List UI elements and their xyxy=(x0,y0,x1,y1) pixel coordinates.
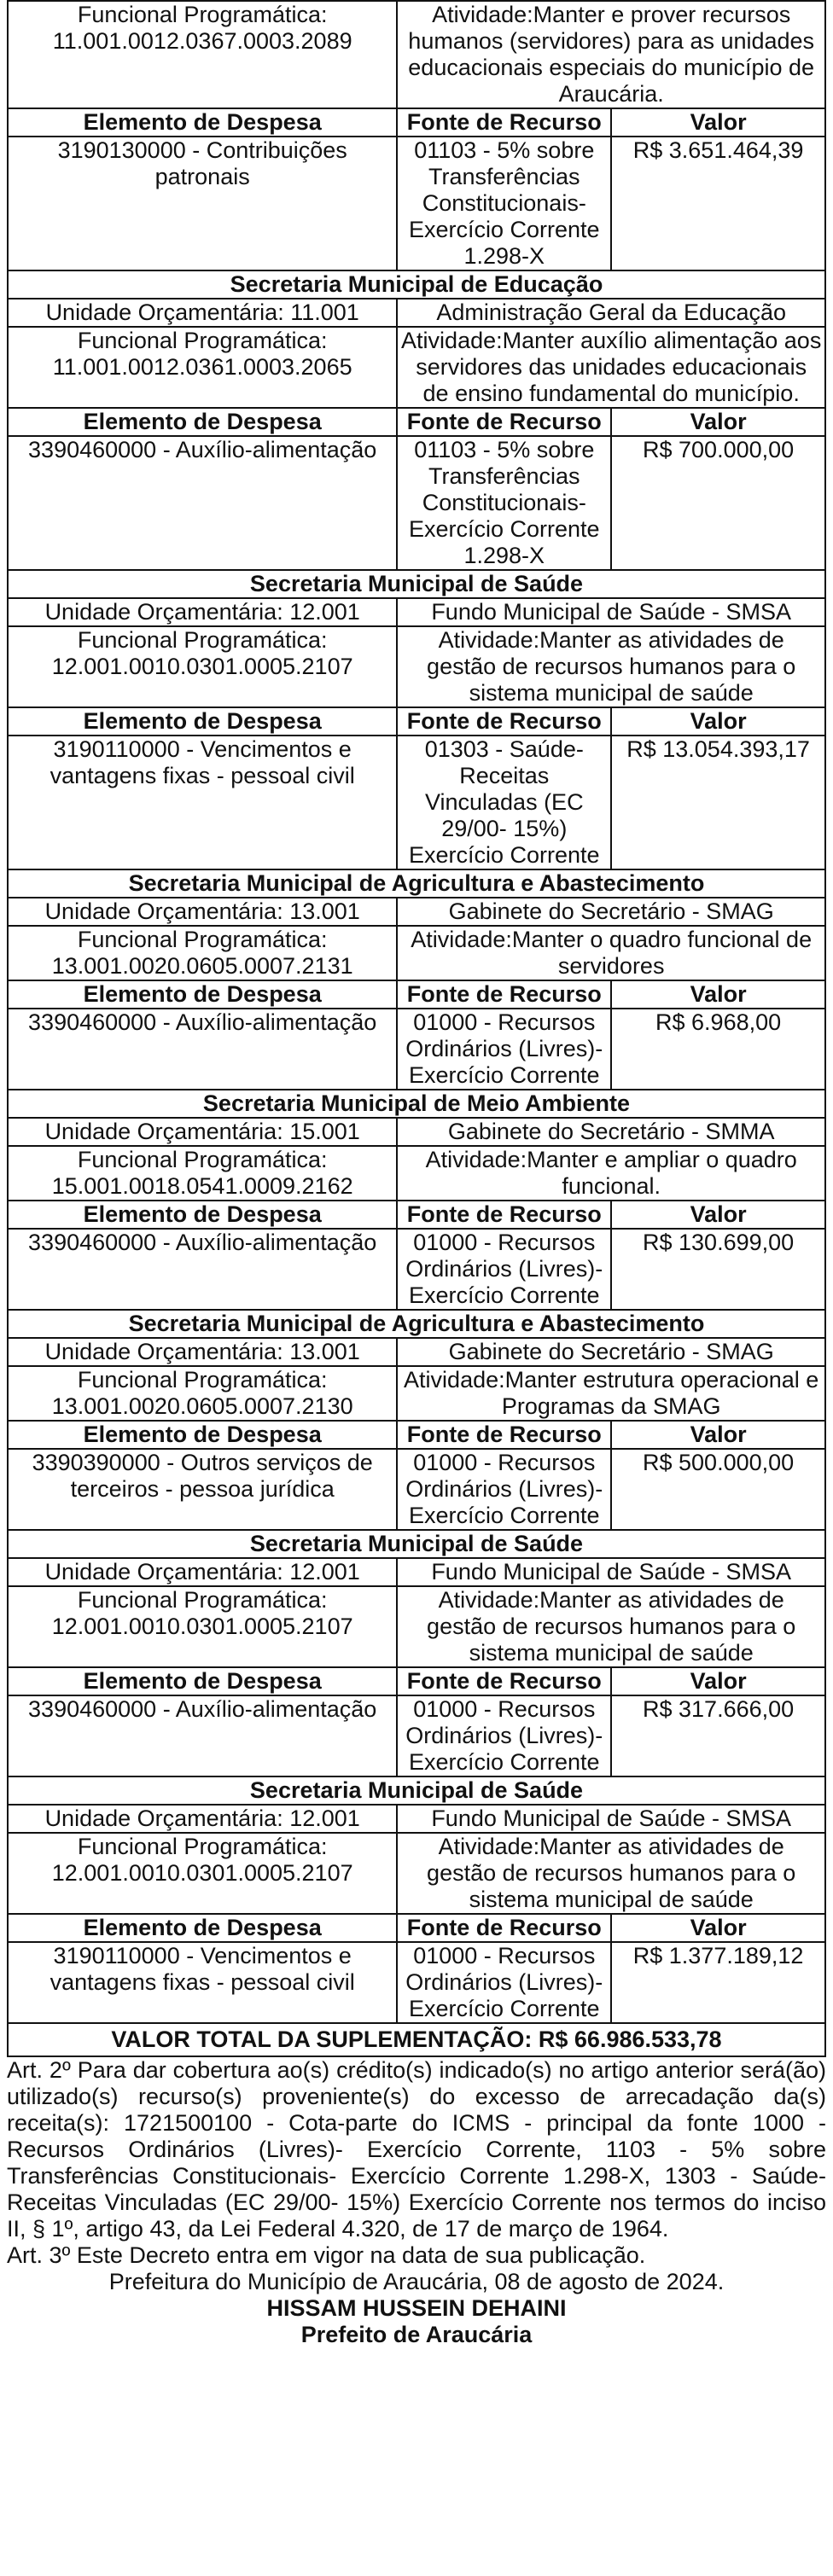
unidade-code: 12.001 xyxy=(289,1559,360,1585)
header-valor: Valor xyxy=(611,408,825,436)
valor-cell: R$ 317.666,00 xyxy=(611,1695,825,1776)
header-valor: Valor xyxy=(611,1201,825,1229)
budget-table-body xyxy=(8,1,825,2056)
funcional-code: 13.001.0020.0605.0007.2131 xyxy=(51,953,353,979)
unidade-row xyxy=(8,1338,825,1366)
unidade-cell xyxy=(8,898,397,926)
valor-cell: R$ 700.000,00 xyxy=(611,436,825,570)
elemento-cell: 3390460000 - Auxílio-alimentação xyxy=(8,1009,397,1090)
unidade-code: 13.001 xyxy=(289,1339,360,1364)
secretaria-title: Secretaria Municipal de Agricultura e Abastecimento xyxy=(8,869,825,898)
header-fonte: Fonte de Recurso xyxy=(397,408,611,436)
unidade-name: Gabinete do Secretário - SMAG xyxy=(397,898,825,926)
total-row xyxy=(8,2023,825,2056)
secretaria-title: Secretaria Municipal de Saúde xyxy=(8,570,825,598)
secretaria-row xyxy=(8,270,825,299)
unidade-cell xyxy=(8,1558,397,1586)
header-fonte: Fonte de Recurso xyxy=(397,1667,611,1695)
elemento-cell: 3390390000 - Outros serviços de terceiros - pessoa jurídica xyxy=(8,1449,397,1530)
secretaria-row xyxy=(8,869,825,898)
unidade-row xyxy=(8,1805,825,1833)
budget-table xyxy=(7,0,826,2057)
header-elemento: Elemento de Despesa xyxy=(8,108,397,137)
secretaria-title: Secretaria Municipal de Meio Ambiente xyxy=(8,1090,825,1118)
elemento-cell: 3390460000 - Auxílio-alimentação xyxy=(8,1695,397,1776)
unidade-label: Unidade Orçamentária: xyxy=(44,1339,283,1364)
column-header-row xyxy=(8,980,825,1009)
header-fonte: Fonte de Recurso xyxy=(397,980,611,1009)
fonte-cell: 01000 - Recursos Ordinários (Livres)- Exercício Corrente xyxy=(397,1229,611,1310)
column-header-row xyxy=(8,1914,825,1942)
unidade-name: Fundo Municipal de Saúde - SMSA xyxy=(397,1558,825,1586)
fonte-cell: 01303 - Saúde- Receitas Vinculadas (EC 29/00- 15%) Exercício Corrente xyxy=(397,736,611,869)
atividade-cell: Atividade:Manter o quadro funcional de servidores xyxy=(397,926,825,980)
fonte-cell: 01000 - Recursos Ordinários (Livres)- Exercício Corrente xyxy=(397,1695,611,1776)
funcional-label: Funcional Programática: xyxy=(77,627,328,653)
funcional-code: 15.001.0018.0541.0009.2162 xyxy=(51,1173,353,1199)
funcional-cell xyxy=(8,1146,397,1201)
elemento-cell: 3390460000 - Auxílio-alimentação xyxy=(8,436,397,570)
header-elemento: Elemento de Despesa xyxy=(8,1914,397,1942)
valor-cell: R$ 130.699,00 xyxy=(611,1229,825,1310)
funcional-code: 12.001.0010.0301.0005.2107 xyxy=(51,1860,353,1886)
atividade-cell: Atividade:Manter as atividades de gestão de recursos humanos para o sistema municipal de saúde xyxy=(397,1833,825,1914)
fonte-cell: 01103 - 5% sobre Transferências Constitucionais- Exercício Corrente 1.298-X xyxy=(397,436,611,570)
column-header-row xyxy=(8,1201,825,1229)
header-elemento: Elemento de Despesa xyxy=(8,1201,397,1229)
header-fonte: Fonte de Recurso xyxy=(397,108,611,137)
article-2: Art. 2º Para dar cobertura ao(s) crédito(s) indicado(s) no artigo anterior será(ão) utilizado(s) recurso(s) proveniente(s) do excesso de arrecadação da(s) receita(s): 1721500100 - Cota-parte do ICMS - principal da fonte 1000 - Recursos Ordinários (Livres)- Exercício Corrente, 1103 - 5% sobre Transferências Constitucionais- Exercício Corrente 1.298-X, 1303 - Saúde- Receitas Vinculadas (EC 29/00- 15%) Exercício Corrente nos termos do inciso II, § 1º, artigo 43, da Lei Federal 4.320, de 17 de março de 1964. xyxy=(7,2057,826,2242)
signer-name: HISSAM HUSSEIN DEHAINI xyxy=(266,2295,567,2321)
item-row xyxy=(8,1009,825,1090)
unidade-row xyxy=(8,898,825,926)
funcional-code: 13.001.0020.0605.0007.2130 xyxy=(51,1393,353,1419)
header-elemento: Elemento de Despesa xyxy=(8,1421,397,1449)
elemento-cell: 3190110000 - Vencimentos e vantagens fixas - pessoal civil xyxy=(8,736,397,869)
funcional-row xyxy=(8,1,825,108)
secretaria-row xyxy=(8,1530,825,1558)
unidade-row xyxy=(8,299,825,327)
funcional-row xyxy=(8,1586,825,1667)
secretaria-title: Secretaria Municipal de Saúde xyxy=(8,1776,825,1805)
funcional-row xyxy=(8,926,825,980)
atividade-cell: Atividade:Manter as atividades de gestão de recursos humanos para o sistema municipal de saúde xyxy=(397,1586,825,1667)
item-row xyxy=(8,736,825,869)
funcional-code: 12.001.0010.0301.0005.2107 xyxy=(51,1614,353,1639)
unidade-code: 12.001 xyxy=(289,1806,360,1831)
unidade-label: Unidade Orçamentária: xyxy=(44,898,283,924)
elemento-cell: 3390460000 - Auxílio-alimentação xyxy=(8,1229,397,1310)
header-valor: Valor xyxy=(611,1421,825,1449)
item-row xyxy=(8,137,825,270)
funcional-row xyxy=(8,327,825,408)
unidade-cell xyxy=(8,1118,397,1146)
atividade-cell: Atividade:Manter e ampliar o quadro funcional. xyxy=(397,1146,825,1201)
funcional-label: Funcional Programática: xyxy=(77,1834,328,1859)
fonte-cell: 01000 - Recursos Ordinários (Livres)- Exercício Corrente xyxy=(397,1942,611,2023)
header-valor: Valor xyxy=(611,1914,825,1942)
header-valor: Valor xyxy=(611,1667,825,1695)
header-fonte: Fonte de Recurso xyxy=(397,1421,611,1449)
funcional-label: Funcional Programática: xyxy=(77,1587,328,1613)
atividade-cell: Atividade:Manter e prover recursos humanos (servidores) para as unidades educacionais especiais do município de Araucária. xyxy=(397,1,825,108)
fonte-cell: 01000 - Recursos Ordinários (Livres)- Exercício Corrente xyxy=(397,1449,611,1530)
unidade-cell xyxy=(8,299,397,327)
item-row xyxy=(8,1942,825,2023)
article-3: Art. 3º Este Decreto entra em vigor na data de sua publicação. xyxy=(7,2242,646,2268)
header-valor: Valor xyxy=(611,980,825,1009)
funcional-row xyxy=(8,626,825,707)
unidade-name: Gabinete do Secretário - SMMA xyxy=(397,1118,825,1146)
place-and-date: Prefeitura do Município de Araucária, 08 de agosto de 2024. xyxy=(108,2269,725,2294)
unidade-name: Gabinete do Secretário - SMAG xyxy=(397,1338,825,1366)
secretaria-row xyxy=(8,570,825,598)
header-elemento: Elemento de Despesa xyxy=(8,408,397,436)
unidade-row xyxy=(8,598,825,626)
funcional-cell: Funcional Programática: 11.001.0012.0367.0003.2089 xyxy=(8,1,397,108)
funcional-label: Funcional Programática: xyxy=(77,1367,328,1393)
unidade-code: 13.001 xyxy=(289,898,360,924)
header-valor: Valor xyxy=(611,707,825,736)
header-elemento: Elemento de Despesa xyxy=(8,707,397,736)
funcional-cell xyxy=(8,1366,397,1421)
unidade-row xyxy=(8,1118,825,1146)
column-header-row xyxy=(8,707,825,736)
funcional-cell xyxy=(8,1586,397,1667)
unidade-code: 12.001 xyxy=(289,599,360,625)
signer-title: Prefeito de Araucária xyxy=(300,2322,533,2347)
funcional-cell xyxy=(8,1833,397,1914)
header-fonte: Fonte de Recurso xyxy=(397,1201,611,1229)
valor-cell: R$ 13.054.393,17 xyxy=(611,736,825,869)
funcional-code: 11.001.0012.0361.0003.2065 xyxy=(52,354,352,380)
unidade-cell xyxy=(8,1805,397,1833)
valor-cell: R$ 6.968,00 xyxy=(611,1009,825,1090)
column-header-row xyxy=(8,108,825,137)
secretaria-row xyxy=(8,1776,825,1805)
header-elemento: Elemento de Despesa xyxy=(8,1667,397,1695)
elemento-cell: 3190110000 - Vencimentos e vantagens fixas - pessoal civil xyxy=(8,1942,397,2023)
funcional-cell xyxy=(8,626,397,707)
fonte-cell: 01000 - Recursos Ordinários (Livres)- Exercício Corrente xyxy=(397,1009,611,1090)
secretaria-title: Secretaria Municipal de Saúde xyxy=(8,1530,825,1558)
unidade-code: 11.001 xyxy=(290,299,359,325)
unidade-code: 15.001 xyxy=(289,1119,360,1144)
unidade-name: Fundo Municipal de Saúde - SMSA xyxy=(397,1805,825,1833)
unidade-cell xyxy=(8,598,397,626)
secretaria-row xyxy=(8,1090,825,1118)
funcional-row xyxy=(8,1146,825,1201)
item-row xyxy=(8,1229,825,1310)
unidade-name: Administração Geral da Educação xyxy=(397,299,825,327)
atividade-cell: Atividade:Manter as atividades de gestão de recursos humanos para o sistema municipal de saúde xyxy=(397,626,825,707)
column-header-row xyxy=(8,408,825,436)
secretaria-row xyxy=(8,1310,825,1338)
header-valor: Valor xyxy=(611,108,825,137)
header-elemento: Elemento de Despesa xyxy=(8,980,397,1009)
funcional-row xyxy=(8,1833,825,1914)
unidade-label: Unidade Orçamentária: xyxy=(44,1119,283,1144)
funcional-label: Funcional Programática: xyxy=(77,927,328,952)
item-row xyxy=(8,1695,825,1776)
unidade-name: Fundo Municipal de Saúde - SMSA xyxy=(397,598,825,626)
item-row xyxy=(8,436,825,570)
valor-cell: R$ 3.651.464,39 xyxy=(611,137,825,270)
secretaria-title: Secretaria Municipal de Educação xyxy=(8,270,825,299)
unidade-label: Unidade Orçamentária: xyxy=(44,599,283,625)
unidade-label: Unidade Orçamentária: xyxy=(44,1559,283,1585)
secretaria-title: Secretaria Municipal de Agricultura e Abastecimento xyxy=(8,1310,825,1338)
funcional-cell xyxy=(8,926,397,980)
funcional-row xyxy=(8,1366,825,1421)
unidade-label: Unidade Orçamentária: xyxy=(44,1806,283,1831)
header-fonte: Fonte de Recurso xyxy=(397,1914,611,1942)
total-value: VALOR TOTAL DA SUPLEMENTAÇÃO: R$ 66.986.533,78 xyxy=(8,2023,825,2056)
column-header-row xyxy=(8,1667,825,1695)
unidade-cell xyxy=(8,1338,397,1366)
header-fonte: Fonte de Recurso xyxy=(397,707,611,736)
column-header-row xyxy=(8,1421,825,1449)
valor-cell: R$ 500.000,00 xyxy=(611,1449,825,1530)
funcional-label: Funcional Programática: xyxy=(77,328,328,353)
funcional-code: 12.001.0010.0301.0005.2107 xyxy=(51,654,353,679)
fonte-cell: 01103 - 5% sobre Transferências Constitucionais- Exercício Corrente 1.298-X xyxy=(397,137,611,270)
funcional-cell xyxy=(8,327,397,408)
item-row xyxy=(8,1449,825,1530)
funcional-label: Funcional Programática: xyxy=(77,1147,328,1172)
unidade-label: Unidade Orçamentária: xyxy=(45,299,284,325)
atividade-cell: Atividade:Manter estrutura operacional e Programas da SMAG xyxy=(397,1366,825,1421)
unidade-row xyxy=(8,1558,825,1586)
decree-text xyxy=(7,2057,826,2348)
valor-cell: R$ 1.377.189,12 xyxy=(611,1942,825,2023)
atividade-cell: Atividade:Manter auxílio alimentação aos servidores das unidades educacionais de ensino fundamental do município. xyxy=(397,327,825,408)
elemento-cell: 3190130000 - Contribuições patronais xyxy=(8,137,397,270)
